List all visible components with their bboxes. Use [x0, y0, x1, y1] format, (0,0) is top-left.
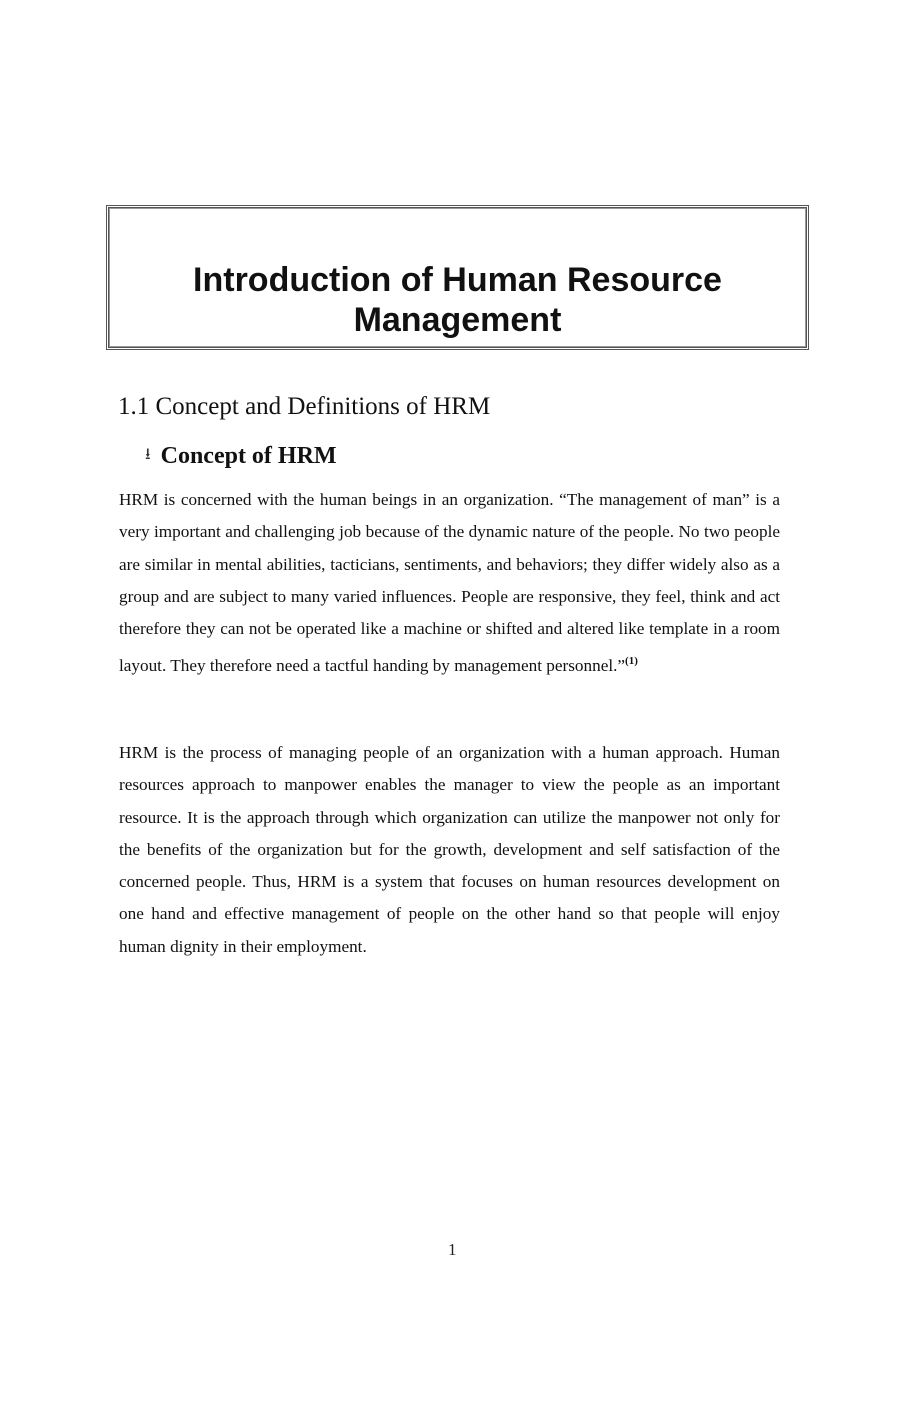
- chapter-title-line-1: Introduction of Human Resource: [193, 261, 722, 299]
- section-heading: 1.1 Concept and Definitions of HRM: [118, 393, 491, 420]
- paragraph-1-text: HRM is concerned with the human beings in an organization. “The management of man” is a very important and challenging job because of the dynamic nature of the people. No two people are similar in mental abilities, tacticians, sentiments, and behaviors; they differ widely also as a group and are subject to many varied influences. People are responsive, they feel, think and act therefore they can not be operated like a machine or shifted and altered like template in a room layout. They therefore need a tactful handing by management personnel.”: [119, 490, 780, 676]
- arrow-down-bullet-icon: ⭳: [145, 446, 151, 463]
- paragraph-2: [119, 737, 780, 963]
- page-number: 1: [448, 1240, 457, 1259]
- paragraph-2-text: HRM is the process of managing people of an organization with a human approach. Human resources approach to manpower enables the manager to view the people as an important resource. It is the approach through which organization can utilize the manpower not only for the benefits of the organization but for the growth, development and self satisfaction of the concerned people. Thus, HRM is a system that focuses on human resources development on one hand and effective management of people on the other hand so that people will enjoy human dignity in their employment.: [119, 743, 780, 956]
- chapter-title: [109, 260, 806, 340]
- chapter-title-line-2: Management: [353, 301, 562, 339]
- sub-heading-text: Concept of HRM: [160, 443, 337, 469]
- sub-heading: [145, 443, 337, 470]
- footnote-reference: (1): [625, 655, 638, 668]
- paragraph-1: [119, 484, 780, 683]
- chapter-title-box: [106, 205, 809, 350]
